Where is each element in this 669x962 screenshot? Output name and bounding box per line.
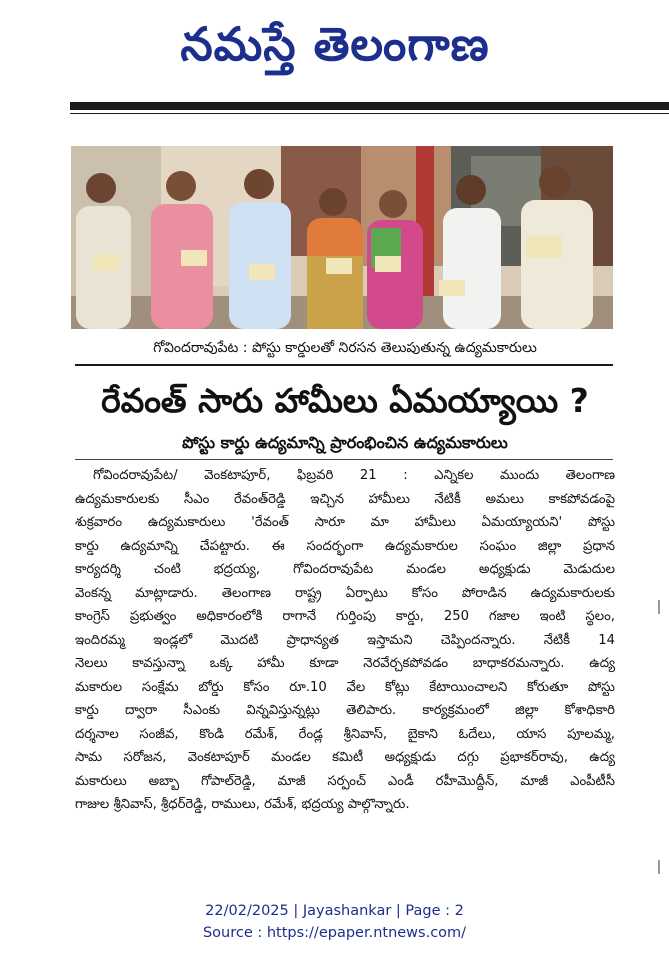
- body-line: ఇందిరమ్మ ఇండ్లలో మొదటి ప్రాధాన్యత ఇస్తామని చెప్పిందన్నారు. నేటికీ 14: [75, 632, 615, 648]
- photo-caption: గోవిందరావుపేట : పోస్టు కార్డులతో నిరసన తెలుపుతున్న ఉద్యమకారులు: [153, 340, 537, 356]
- body-line: మకారుల సంక్షేమ బోర్డు కోసం రూ.10 వేల కోట్లు కేటాయించాలని కోరుతూ పోస్టు: [75, 679, 615, 695]
- body-line: గాజుల శ్రీనివాస్, శ్రీధర్‌రెడ్డి, రాములు, రమేశ్, భద్రయ్య పాల్గొన్నారు.: [75, 797, 410, 812]
- page-footer: [0, 900, 669, 944]
- side-mark: [658, 860, 660, 874]
- body-line: సామ సరోజన, వెంకటాపూర్ మండల కమిటీ అధ్యక్షుడు దగ్గు ప్రభాకర్‌రావు, ఉద్య: [75, 750, 615, 765]
- side-mark: [658, 600, 660, 614]
- body-line: దర్శనాల సంజీవ, కొండి రమేశ్, రేండ్ల శ్రీనివాస్, బైకాని ఓదేలు, యాస పూలమ్మ,: [75, 726, 615, 742]
- body-line: శుక్రవారం ఉద్యమకారులు 'రేవంత్ సారూ మా హామీలు ఏమయ్యాయని' పోస్టు: [75, 515, 615, 530]
- body-line: వెంకన్న మాట్లాడారు. తెలంగాణ రాష్ట్ర ఏర్పాటు కోసం పోరాడిన ఉద్యమకారులకు: [75, 585, 615, 601]
- body-line: మకారులు అబ్బా గోపాల్‌రెడ్డి, మాజీ సర్పంచ్ ఎండీ రహీమొద్దీన్, మాజీ ఎంపీటీసీ: [75, 773, 615, 789]
- newspaper-masthead: నమస్తే తెలంగాణ: [180, 17, 490, 71]
- body-line: ఉద్యమకారులకు సీఎం రేవంత్‌రెడ్డి ఇచ్చిన హామీలు నేటికీ అమలు కాకపోవడంపై: [75, 491, 615, 507]
- article-subheadline: పోస్టు కార్డు ఉద్యమాన్ని ప్రారంభించిన ఉద్యమకారులు: [182, 433, 508, 452]
- body-line: కాంగ్రెస్ ప్రభుత్వం అధికారంలోకి రాగానే గుర్తింపు కార్డు, 250 గజాల ఇంటి స్థలం,: [75, 609, 615, 624]
- body-line: నెలలు కావస్తున్నా ఒక్క హామీ కూడా నెరవేర్చకపోవడం బాధాకరమన్నారు. ఉద్య: [75, 656, 615, 671]
- article-headline: రేవంత్ సారు హామీలు ఏమయ్యాయి ?: [101, 381, 589, 420]
- news-photo: [71, 146, 613, 329]
- body-line: కార్డు ద్వారా సీఎంకు విన్నవిస్తున్నట్లు తెలిపారు. కార్యక్రమంలో జిల్లా కోశాధికారి: [75, 703, 615, 718]
- article-body: [75, 464, 615, 817]
- masthead-thin-rule: [70, 113, 669, 114]
- masthead-rule: [70, 102, 669, 110]
- source-link[interactable]: Source : https://epaper.ntnews.com/: [202, 925, 467, 941]
- body-line: కార్డు ఉద్యమాన్ని చేపట్టారు. ఈ సందర్భంగా ఉద్యమకారుల సంఘం జిల్లా ప్రధాన: [75, 538, 615, 554]
- caption-rule: [75, 364, 613, 366]
- body-line: కార్యదర్శి చంటి భద్రయ్య, గోవిందరావుపేట మండల అధ్యక్షుడు మెడుదుల: [75, 562, 615, 577]
- body-line: గోవిందరావుపేట/ వెంకటాపూర్, ఫిబ్రవరి 21 : ఎన్నికల ముందు తెలంగాణ: [93, 468, 615, 483]
- subheadline-rule: [75, 459, 613, 460]
- edition-info: 22/02/2025 | Jayashankar | Page : 2: [205, 903, 464, 919]
